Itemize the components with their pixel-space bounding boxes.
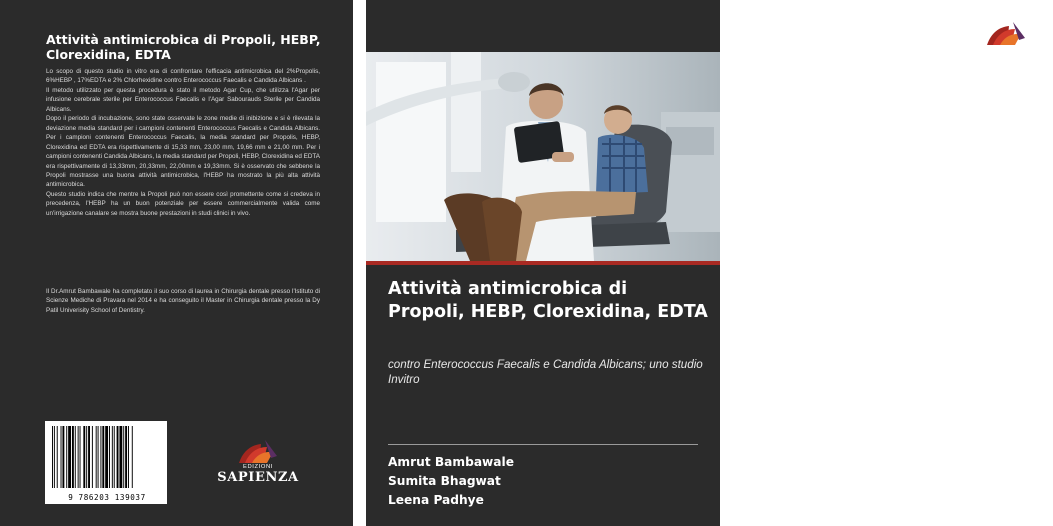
publisher-small-text: EDIZIONI — [991, 46, 1021, 52]
author-name: Sumita Bhagwat — [388, 474, 501, 488]
isbn-digits: 9 786203 139037 — [68, 493, 146, 502]
abstract-paragraph: Il metodo utilizzato per questa procedura è stato il metodo Agar Cup, che utilizza l'Agar per infusione cerebrale sterile per Enterococcus Faecalis e l'Agar Sabourauds Sterile per Candida Albicans. — [46, 86, 320, 113]
front-cover — [366, 0, 1047, 526]
back-cover-title: Attività antimicrobica di Propoli, HEBP, Clorexidina, EDTA — [46, 32, 321, 62]
fan-logo-icon — [983, 20, 1029, 46]
fan-logo-icon — [235, 438, 281, 464]
front-cover-subtitle: contro Enterococcus Faecalis e Candida Albicans; uno studio Invitro — [388, 358, 703, 386]
author-bio: Il Dr.Amrut Bambawale ha completato il suo corso di laurea in Chirurgia dentale presso l'Istituto di Scienze Mediche di Pravara nel 2014 e ha conseguito il Master in Chirurgia dentale presso la Dy Patil Univerisity School of Dentistry. — [46, 288, 320, 314]
spine-gap — [353, 0, 366, 526]
back-cover-abstract — [46, 67, 320, 218]
accent-bar — [366, 261, 720, 265]
front-cover-title: Attività antimicrobica di Propoli, HEBP, Clorexidina, EDTA — [388, 279, 708, 322]
publisher-logo-back — [213, 438, 303, 485]
dentist-with-tablet-and-boy-photo — [366, 52, 720, 261]
author-name: Leena Padhye — [388, 493, 484, 507]
publisher-logo-front — [959, 20, 1053, 67]
publisher-name: SAPIENZA — [217, 470, 299, 485]
divider — [388, 444, 698, 445]
author-list — [388, 453, 688, 510]
publisher-small-text: EDIZIONI — [243, 464, 273, 470]
isbn-barcode — [45, 421, 167, 504]
abstract-paragraph: Lo scopo di questo studio in vitro era di confrontare l'efficacia antimicrobica del 2%Propolis, 6%HEBP , 17%EDTA e 2% Chlorhexidine contro Enterococcus Faecalis e Candida Albicans . — [46, 68, 320, 85]
back-cover — [0, 0, 353, 526]
abstract-paragraph: Dopo il periodo di incubazione, sono state osservate le zone medie di inibizione e si è rilevata la deviazione media standard per i campioni contenenti Enterococcus Faecalis e Candida Albicans. Per i campioni contenenti Enterococcus Faecalis, la media standard per Propolis, HEBP, Clorexidina ed EDTA era rispettivamente di 15,33 mm, 23,00 mm, 19,66 mm e 21,00 mm. Per i campioni contenenti Candida Albicans, la media standard per Propoli, HEBP, Clorexidina ed EDTA era rispettivamente di 13,33mm, 20,33mm, 22,00mm e 19,33mm. Si è osservato che sebbene la Propoli mostrasse una buona attività antimicrobica, l'HEBP ha mostrato la più alta attività antimicrobica. — [46, 115, 320, 189]
abstract-paragraph: Questo studio indica che mentre la Propoli può non essere così promettente come si credeva in precedenza, l'HEBP ha un buon potenziale per essere commercialmente valida come un'irrigazione canalare se mostra buone prestazioni in studi clinici in vivo. — [46, 190, 320, 217]
barcode-icon — [50, 426, 164, 490]
publisher-name: SAPIENZA — [965, 52, 1047, 67]
author-name: Amrut Bambawale — [388, 455, 514, 469]
